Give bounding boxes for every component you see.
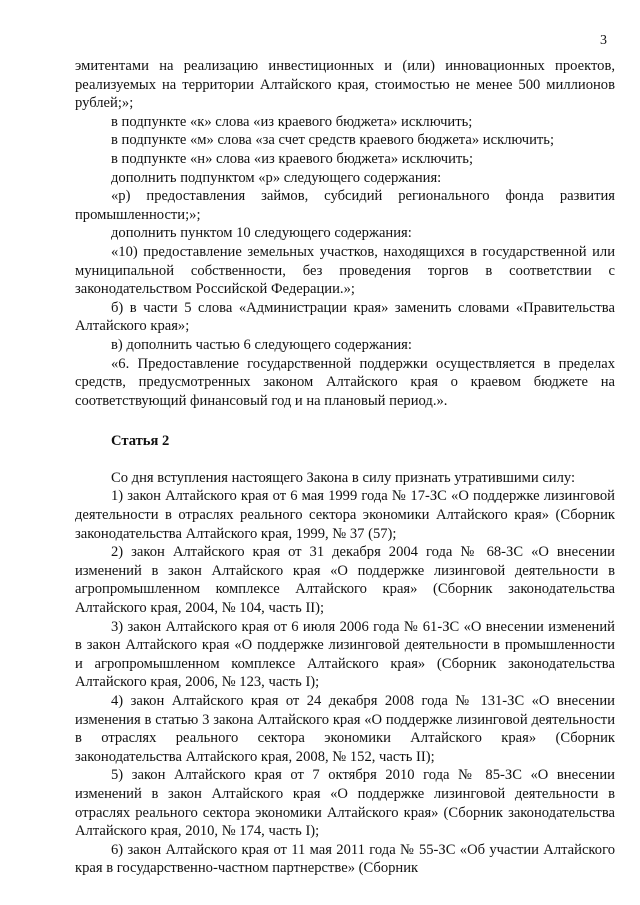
list-item: 2) закон Алтайского края от 31 декабря 2004 года № 68-ЗС «О внесении изменений в закон Алтайского края «О поддержке лизинговой деятельности в агропромышленном комплексе Алтайского края» (Сборник законодательства Алтайского края, 2004, № 104, часть II);: [75, 544, 615, 617]
paragraph: «10) предоставление земельных участков, находящихся в государственной или муниципальной собственности, без проведения торгов в соответствии с законодательством Российской Федерации.»;: [75, 243, 615, 298]
list-item: 6) закон Алтайского края от 11 мая 2011 года № 55-ЗС «Об участии Алтайского края в государственно-частном партнерстве» (Сборник: [75, 841, 615, 877]
paragraph: дополнить пунктом 10 следующего содержания:: [111, 225, 412, 242]
list-item: 4) закон Алтайского края от 24 декабря 2008 года № 131-ЗС «О внесении изменения в статью 3 закона Алтайского края «О поддержке лизинговой деятельности в отраслях реального сектора экономики Алтайского края» (Сборник законодательства Алтайского края, 2008, № 152, часть II);: [75, 693, 615, 765]
spacer: [75, 410, 615, 432]
paragraph: Со дня вступления настоящего Закона в силу признать утратившими силу:: [111, 469, 576, 486]
paragraph: в подпункте «м» слова «за счет средств краевого бюджета» исключить;: [111, 132, 555, 149]
paragraph: дополнить подпунктом «р» следующего содержания:: [111, 169, 442, 186]
list-item: 5) закон Алтайского края от 7 октября 2010 года № 85-ЗС «О внесении изменений в закон Алтайского края «О поддержке лизинговой деятельности в отраслях реального сектора экономики Алтайского края» (Сборник законодательства Алтайского края, 2010, № 174, часть I);: [75, 767, 615, 840]
paragraph: «6. Предоставление государственной поддержки осуществляется в пределах средств, предусмотренных законом Алтайского края о краевом бюджете на соответствующий финансовый год и на плановый период.».: [75, 355, 615, 409]
paragraph: в подпункте «к» слова «из краевого бюджета» исключить;: [111, 113, 473, 130]
spacer: [75, 451, 615, 469]
list-item: 1) закон Алтайского края от 6 мая 1999 года № 17-ЗС «О поддержке лизинговой деятельности в отраслях реального сектора экономики Алтайского края» (Сборник законодательства Алтайского края, 1999, № 37 (57);: [75, 488, 615, 542]
paragraph: «р) предоставления займов, субсидий регионального фонда развития промышленности;»;: [75, 188, 615, 223]
paragraph: б) в части 5 слова «Администрации края» заменить словами «Правительства Алтайского края»;: [75, 299, 615, 335]
paragraph: в) дополнить частью 6 следующего содержания:: [111, 336, 412, 353]
page-number: 3: [600, 33, 607, 48]
article-title: Статья 2: [111, 433, 170, 450]
paragraph-continuation: эмитентами на реализацию инвестиционных и (или) инновационных проектов, реализуемых на территории Алтайского края, стоимостью не менее 500 миллионов рублей;»;: [75, 58, 615, 112]
list-item: 3) закон Алтайского края от 6 июля 2006 года № 61-ЗС «О внесении изменений в закон Алтайского края «О поддержке лизинговой деятельности в промышленности и агропромышленном комплексе Алтайского края» (Сборник законодательства Алтайского края, 2006, № 123, часть I);: [75, 618, 615, 691]
document-body: [75, 57, 615, 878]
paragraph: в подпункте «н» слова «из краевого бюджета» исключить;: [111, 150, 474, 167]
